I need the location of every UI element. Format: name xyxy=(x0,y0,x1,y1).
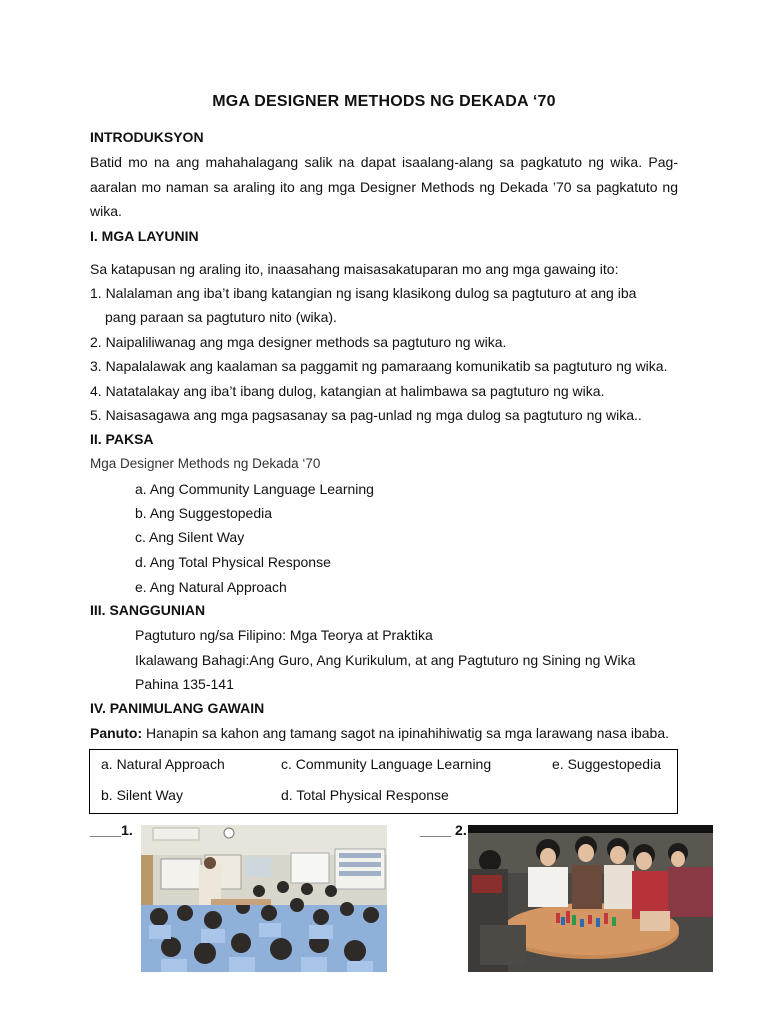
topic-item: a. Ang Community Language Learning xyxy=(135,481,374,497)
topic-item: e. Ang Natural Approach xyxy=(135,579,287,595)
objectives-heading: I. MGA LAYUNIN xyxy=(90,228,199,244)
instruction-text: Hanapin sa kahon ang tamang sagot na ipinahihiwatig sa mga larawang nasa ibaba. xyxy=(142,725,670,741)
choice-a: a. Natural Approach xyxy=(101,756,225,772)
objectives-lead: Sa katapusan ng araling ito, inaasahang maisasakatuparan mo ang mga gawaing ito: xyxy=(90,261,619,277)
reference-line: Ikalawang Bahagi:Ang Guro, Ang Kurikulum, at ang Pagtuturo ng Sining ng Wika xyxy=(135,652,636,668)
references-heading: III. SANGGUNIAN xyxy=(90,602,206,618)
choice-c: c. Community Language Learning xyxy=(281,756,492,772)
reference-line: Pahina 135-141 xyxy=(135,676,234,692)
choice-b: b. Silent Way xyxy=(101,787,183,803)
objective-item: 2. Naipaliliwanag ang mga designer methods sa pagtuturo ng wika. xyxy=(90,334,507,350)
reference-line: Pagtuturo ng/sa Filipino: Mga Teorya at Praktika xyxy=(135,627,433,643)
objective-item-continued: pang paraan sa pagtuturo nito (wika). xyxy=(105,309,337,325)
topic-item: d. Ang Total Physical Response xyxy=(135,554,331,570)
intro-line-3: wika. xyxy=(90,203,122,219)
objective-item: 5. Naisasagawa ang mga pagsasanay sa pag-unlad ng mga dulog sa pagtuturo ng wika.. xyxy=(90,407,642,423)
answer-blank-1: ____1. xyxy=(90,822,133,838)
choice-e: e. Suggestopedia xyxy=(552,756,661,772)
activity-heading: IV. PANIMULANG GAWAIN xyxy=(90,700,265,716)
intro-line-1: Batid mo na ang mahahalagang salik na dapat isaalang-alang sa pagkatuto ng wika. Pag- xyxy=(90,154,678,170)
objective-item: 1. Nalalaman ang iba’t ibang katangian ng isang klasikong dulog sa pagtuturo at ang iba xyxy=(90,285,637,301)
classroom-photo xyxy=(141,825,387,972)
topic-subtitle: Mga Designer Methods ng Dekada ‘70 xyxy=(90,456,321,471)
instruction-label: Panuto: xyxy=(90,725,143,741)
topic-heading: II. PAKSA xyxy=(90,431,154,447)
intro-line-2: aaralan mo naman sa araling ito ang mga Designer Methods ng Dekada ’70 sa pagkatuto ng xyxy=(90,179,678,195)
objective-item: 3. Napalalawak ang kaalaman sa paggamit ng pamaraang komunikatib sa pagtuturo ng wika. xyxy=(90,358,668,374)
choice-d: d. Total Physical Response xyxy=(281,787,449,803)
objective-item: 4. Natatalakay ang iba’t ibang dulog, katangian at halimbawa sa pagtuturo ng wika. xyxy=(90,383,605,399)
answer-choices-box xyxy=(89,749,678,814)
topic-item: b. Ang Suggestopedia xyxy=(135,505,273,521)
topic-item: c. Ang Silent Way xyxy=(135,529,245,545)
answer-blank-2: ____ 2. xyxy=(420,822,467,838)
activity-instruction xyxy=(90,725,669,741)
group-table-photo xyxy=(468,825,713,972)
page-title: MGA DESIGNER METHODS NG DEKADA ‘70 xyxy=(212,93,556,110)
intro-heading: INTRODUKSYON xyxy=(90,129,204,145)
